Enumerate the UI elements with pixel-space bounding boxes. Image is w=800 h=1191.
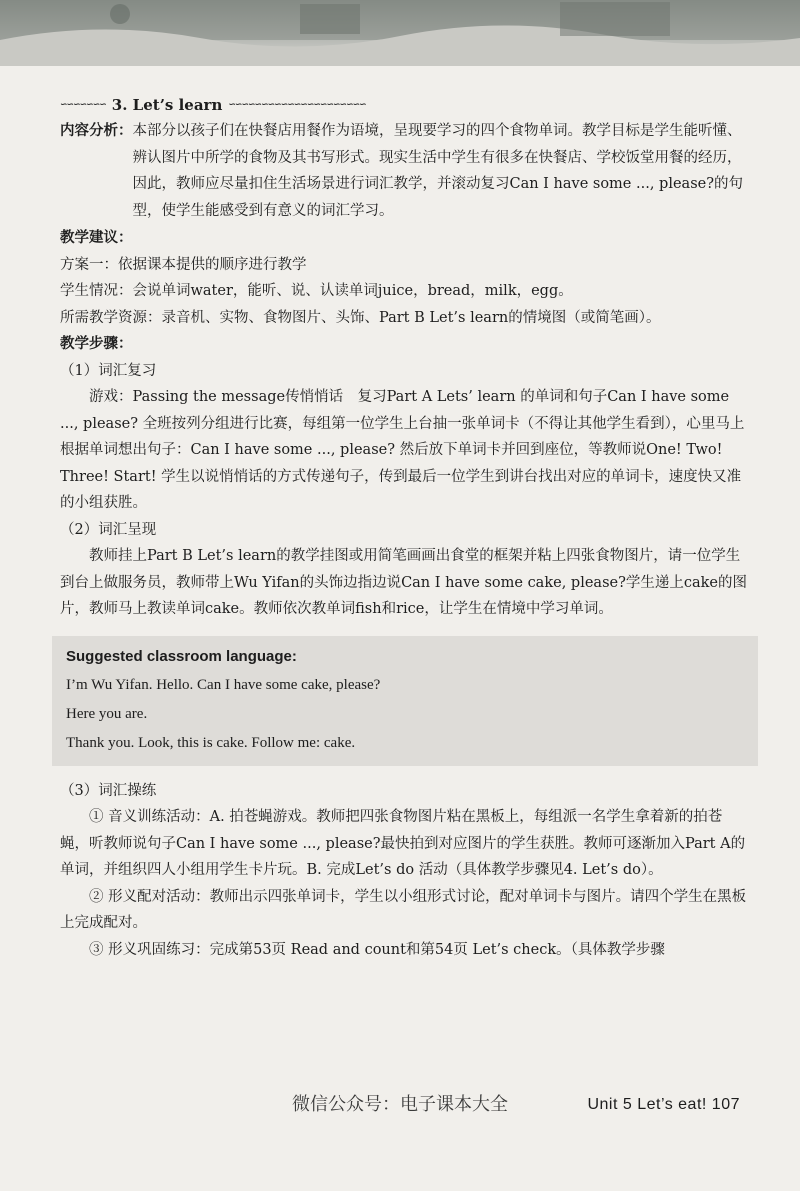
- suggested-language-line: I’m Wu Yifan. Hello. Can I have some cake, please?: [66, 676, 381, 693]
- teaching-suggestions-label: 教学建议：: [60, 229, 133, 246]
- content-analysis: [60, 118, 750, 224]
- section-title: 3. Let’s learn: [111, 96, 223, 114]
- wave-ornament-left: ∽∽∽∽∽∽∽: [60, 100, 106, 110]
- step3-paragraph-1: ① 音义训练活动：A. 拍苍蝇游戏。教师把四张食物图片粘在黑板上，每组派一名学生拿着新的拍苍蝇，听教师说句子Can I have some ..., please?最快拍到对应图片的学生获胜。教师可逐渐加入Part A的单词，并组织四人小组用学生卡片玩。B. 完成Let’s do 活动（具体教学步骤见4. Let’s do）。: [60, 809, 746, 878]
- step3-paragraph-3: ③ 形义巩固练习：完成第53页 Read and count和第54页 Let’s check。（具体教学步骤: [89, 941, 665, 958]
- student-status-line: 学生情况：会说单词water，能听、说、认读单词juice，bread，milk，egg。: [60, 283, 573, 299]
- step2-text: 教师挂上Part B Let’s learn的教学挂图或用简笔画画出食堂的框架并粘上四张食物图片，请一位学生到台上做服务员，教师带上Wu Yifan的头饰边指边说Can I have some cake, please?学生递上cake的图片，教师马上教读单词cake。教师依次教单词fish和rice，让学生在情境中学习单词。: [60, 548, 747, 617]
- suggested-language-box: [52, 636, 758, 766]
- page-content: [60, 94, 750, 963]
- suggested-language-line: Here you are.: [66, 705, 148, 722]
- teaching-steps-label: 教学步骤：: [60, 335, 133, 352]
- suggested-language-line: Thank you. Look, this is cake. Follow me: cake.: [66, 734, 356, 751]
- step3-title: （3）词汇操练: [60, 782, 157, 799]
- section-heading: [60, 94, 750, 116]
- resources-line: 所需教学资源：录音机、实物、食物图片、头饰、Part B Let’s learn的情境图（或简笔画）。: [60, 309, 661, 326]
- content-analysis-label: 内容分析：: [60, 122, 133, 139]
- step3-paragraph-2: ② 形义配对活动：教师出示四张单词卡，学生以小组形式讨论，配对单词卡与图片。请四个学生在黑板上完成配对。: [60, 888, 747, 931]
- page: [0, 66, 800, 1191]
- header-illustration-strip: [0, 0, 800, 66]
- page-number: 107: [711, 1096, 740, 1113]
- content-analysis-text: 本部分以孩子们在快餐店用餐作为语境，呈现要学习的四个食物单词。教学目标是学生能听懂、辨认图片中所学的食物及其书写形式。现实生活中学生有很多在快餐店、学校饭堂用餐的经历，因此，教师应尽量扣住生活场景进行词汇教学，并滚动复习Can I have some ..., please?的句型，使学生能感受到有意义的词汇学习。: [132, 123, 743, 219]
- watermark-text: 微信公众号：电子课本大全: [292, 1094, 508, 1115]
- footer-unit-title: Unit 5 Let’s eat!: [587, 1096, 707, 1113]
- step2-title: （2）词汇呈现: [60, 521, 157, 538]
- wave-ornament-right: ∽∽∽∽∽∽∽∽∽∽∽∽∽∽∽∽∽∽∽∽∽: [228, 100, 366, 110]
- plan-line: 方案一：依据课本提供的顺序进行教学: [60, 256, 307, 273]
- step1-title: （1）词汇复习: [60, 362, 157, 379]
- step1-text: 游戏：Passing the message传悄悄话 复习Part A Lets’ learn 的单词和句子Can I have some ..., please? 全班按列分组进行比赛，每组第一位学生上台抽一张单词卡（不得让其他学生看到），心里马上根据单词想出句子：Can I have some ..., please? 然后放下单词卡并回到座位，等教师说One! Two! Three! Start! 学生以说悄悄话的方式传递句子，传到最后一位学生到讲台找出对应的单词卡，速度快又准的小组获胜。: [60, 389, 745, 511]
- header-illustration: [0, 0, 800, 66]
- suggested-language-title: Suggested classroom language:: [66, 647, 297, 665]
